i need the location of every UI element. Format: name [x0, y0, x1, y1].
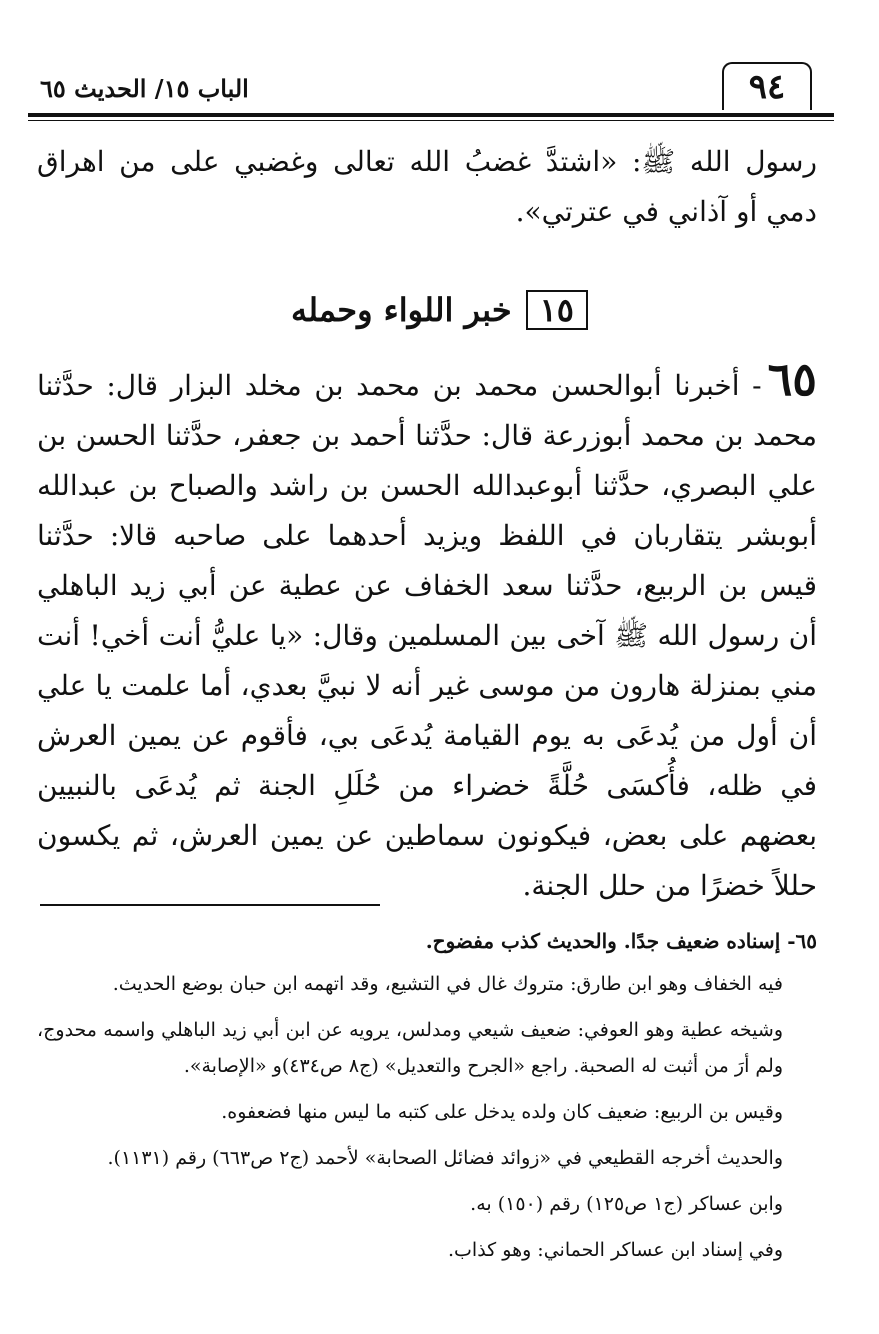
chapter-heading [0, 290, 879, 330]
footnote-line: وابن عساكر (ج١ ص١٢٥) رقم (١٥٠) به. [470, 1193, 783, 1215]
page-number: ٩٤ [722, 62, 812, 110]
footnote-line: وقيس بن الربيع: ضعيف كان ولده يدخل على كتبه ما ليس منها فضعفوه. [221, 1101, 783, 1123]
footnote-line: وفي إسناد ابن عساكر الحماني: وهو كذاب. [447, 1239, 783, 1261]
footnote-separator [40, 904, 380, 906]
intro-paragraph: رسول الله ﷺ: «اشتدَّ غضبُ الله تعالى وغضبي على من اهراق دمي أو آذاني في عترتي». [37, 145, 817, 228]
hadith-text: - أخبرنا أبوالحسن محمد بن محمد بن مخلد البزار قال: حدَّثنا محمد بن محمد أبوزرعة قال: حدَّثنا أحمد بن جعفر، حدَّثنا الحسن بن علي البصري، حدَّثنا أبوعبدالله الحسن بن راشد والصباح بن عبدالله أبوبشر يتقاربان في اللفظ ويزيد أحدهما على صاحبه قالا: حدَّثنا قيس بن الربيع، حدَّثنا سعد الخفاف عن عطية عن أبي زيد الباهلي أن رسول الله ﷺ آخى بين المسلمين وقال: «يا عليُّ أنت أخي! أنت مني بمنزلة هارون من موسى غير أنه لا نبيَّ بعدي، أما علمت يا علي أن أول من يُدعَى به يوم القيامة يُدعَى بي، فأقوم عن يمين العرش في ظله، فأُكسَى حُلَّةً خضراء من حُلَلِ الجنة ثم يُدعَى بالنبيين بعضهم على بعض، فيكونون سماطين عن يمين العرش، ثم يكسون حللاً خضرًا من حلل الجنة. [37, 369, 817, 902]
footnote-heading: ٦٥- إسناده ضعيف جدًا. والحديث كذب مفضوح. [425, 929, 817, 953]
footnote-line: وشيخه عطية وهو العوفي: ضعيف شيعي ومدلس، يرويه عن ابن أبي زيد الباهلي واسمه محدوج، ولم أرَ من أثبت له الصحبة. راجع «الجرح والتعديل» (ج٨ ص٤٣٤)و «الإصابة». [37, 1019, 783, 1077]
hadith-paragraph [37, 354, 817, 911]
running-title: الباب ١٥/ الحديث ٦٥ [40, 74, 249, 103]
footnote-line: والحديث أخرجه القطيعي في «زوائد فضائل الصحابة» لأحمد (ج٢ ص٦٦٣) رقم (١١٣١). [107, 1147, 783, 1169]
footnote-line: فيه الخفاف وهو ابن طارق: متروك غال في التشيع، وقد اتهمه ابن حبان بوضع الحديث. [112, 973, 783, 995]
chapter-title: خبر اللواء وحمله [291, 291, 512, 329]
hadith-number: ٦٥ [767, 352, 817, 406]
chapter-number: ١٥ [526, 290, 588, 330]
header-rule-thick [28, 113, 834, 117]
header-rule-thin [28, 120, 834, 121]
